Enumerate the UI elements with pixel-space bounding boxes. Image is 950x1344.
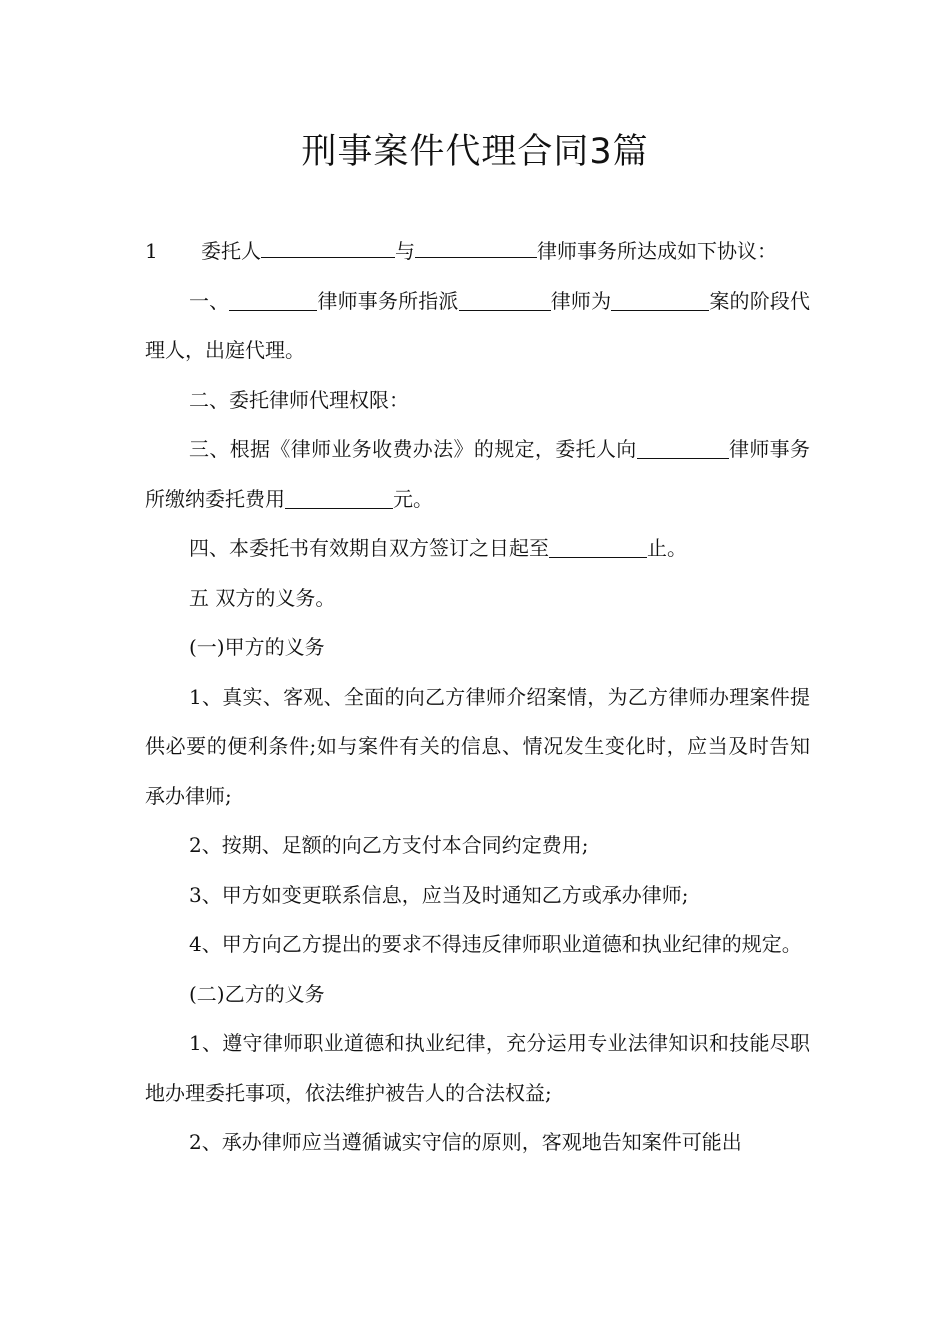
section-number: 1 [145, 239, 158, 263]
clause-4-suffix: 止。 [647, 536, 687, 560]
party-a-item: 1、真实、客观、全面的向乙方律师介绍案情，为乙方律师办理案件提供必要的便利条件;如与案件有关的信息、情况发生变化时，应当及时告知承办律师; [145, 684, 810, 808]
clause-3-fee-blank [285, 488, 393, 509]
party-b-item: 2、承办律师应当遵循诚实守信的原则，客观地告知案件可能出 [189, 1130, 742, 1154]
clause-4-prefix: 四、本委托书有效期自双方签订之日起至 [189, 536, 549, 560]
clause-3-suffix: 元。 [393, 486, 433, 511]
clause-4 [145, 524, 810, 574]
contract-body [145, 227, 810, 1168]
clause-1-case-label: 案的阶段代理人，出庭代理。 [145, 288, 811, 362]
clause-1-prefix: 一、 [189, 288, 230, 313]
and-label: 与 [395, 239, 415, 263]
party-a-item: 3、甲方如变更联系信息，应当及时通知乙方或承办律师; [189, 882, 689, 907]
clause-1-firm-blank [229, 290, 317, 311]
clause-1-assigned-label: 律师事务所指派 [317, 288, 459, 313]
party-b-heading: (二)乙方的义务 [189, 981, 325, 1006]
clause-2: 二、委托律师代理权限： [189, 387, 409, 412]
clause-1-case-blank [611, 290, 709, 311]
clause-3-prefix: 三、根据《律师业务收费办法》的规定，委托人向 [189, 437, 637, 461]
clause-4-date-blank [549, 537, 647, 558]
party-a-item: 2、按期、足额的向乙方支付本合同约定费用; [189, 833, 589, 857]
document-title: 刑事案件代理合同3篇 [301, 132, 649, 172]
party-b-item: 1、遵守律师职业道德和执业纪律，充分运用专业法律知识和技能尽职地办理委托事项，依法维护被告人的合法权益; [145, 1031, 810, 1105]
clause-1 [145, 277, 810, 376]
party-a-heading: (一)甲方的义务 [189, 635, 325, 659]
intro-line [145, 227, 810, 277]
clause-1-lawyer-as-label: 律师为 [550, 288, 612, 313]
principal-label: 委托人 [201, 239, 261, 263]
clause-3 [145, 425, 810, 524]
party-a-item: 4、甲方向乙方提出的要求不得违反律师职业道德和执业纪律的规定。 [189, 932, 802, 956]
clause-3-firm-blank [637, 438, 729, 459]
principal-blank [261, 237, 395, 258]
intro-suffix: 律师事务所达成如下协议： [537, 239, 777, 263]
clause-1-lawyer-blank [459, 290, 551, 311]
clause-5: 五 双方的义务。 [189, 585, 336, 610]
clause-3-mid: 律师事务所缴纳委托费用 [145, 437, 811, 511]
law-firm-blank [415, 237, 537, 258]
